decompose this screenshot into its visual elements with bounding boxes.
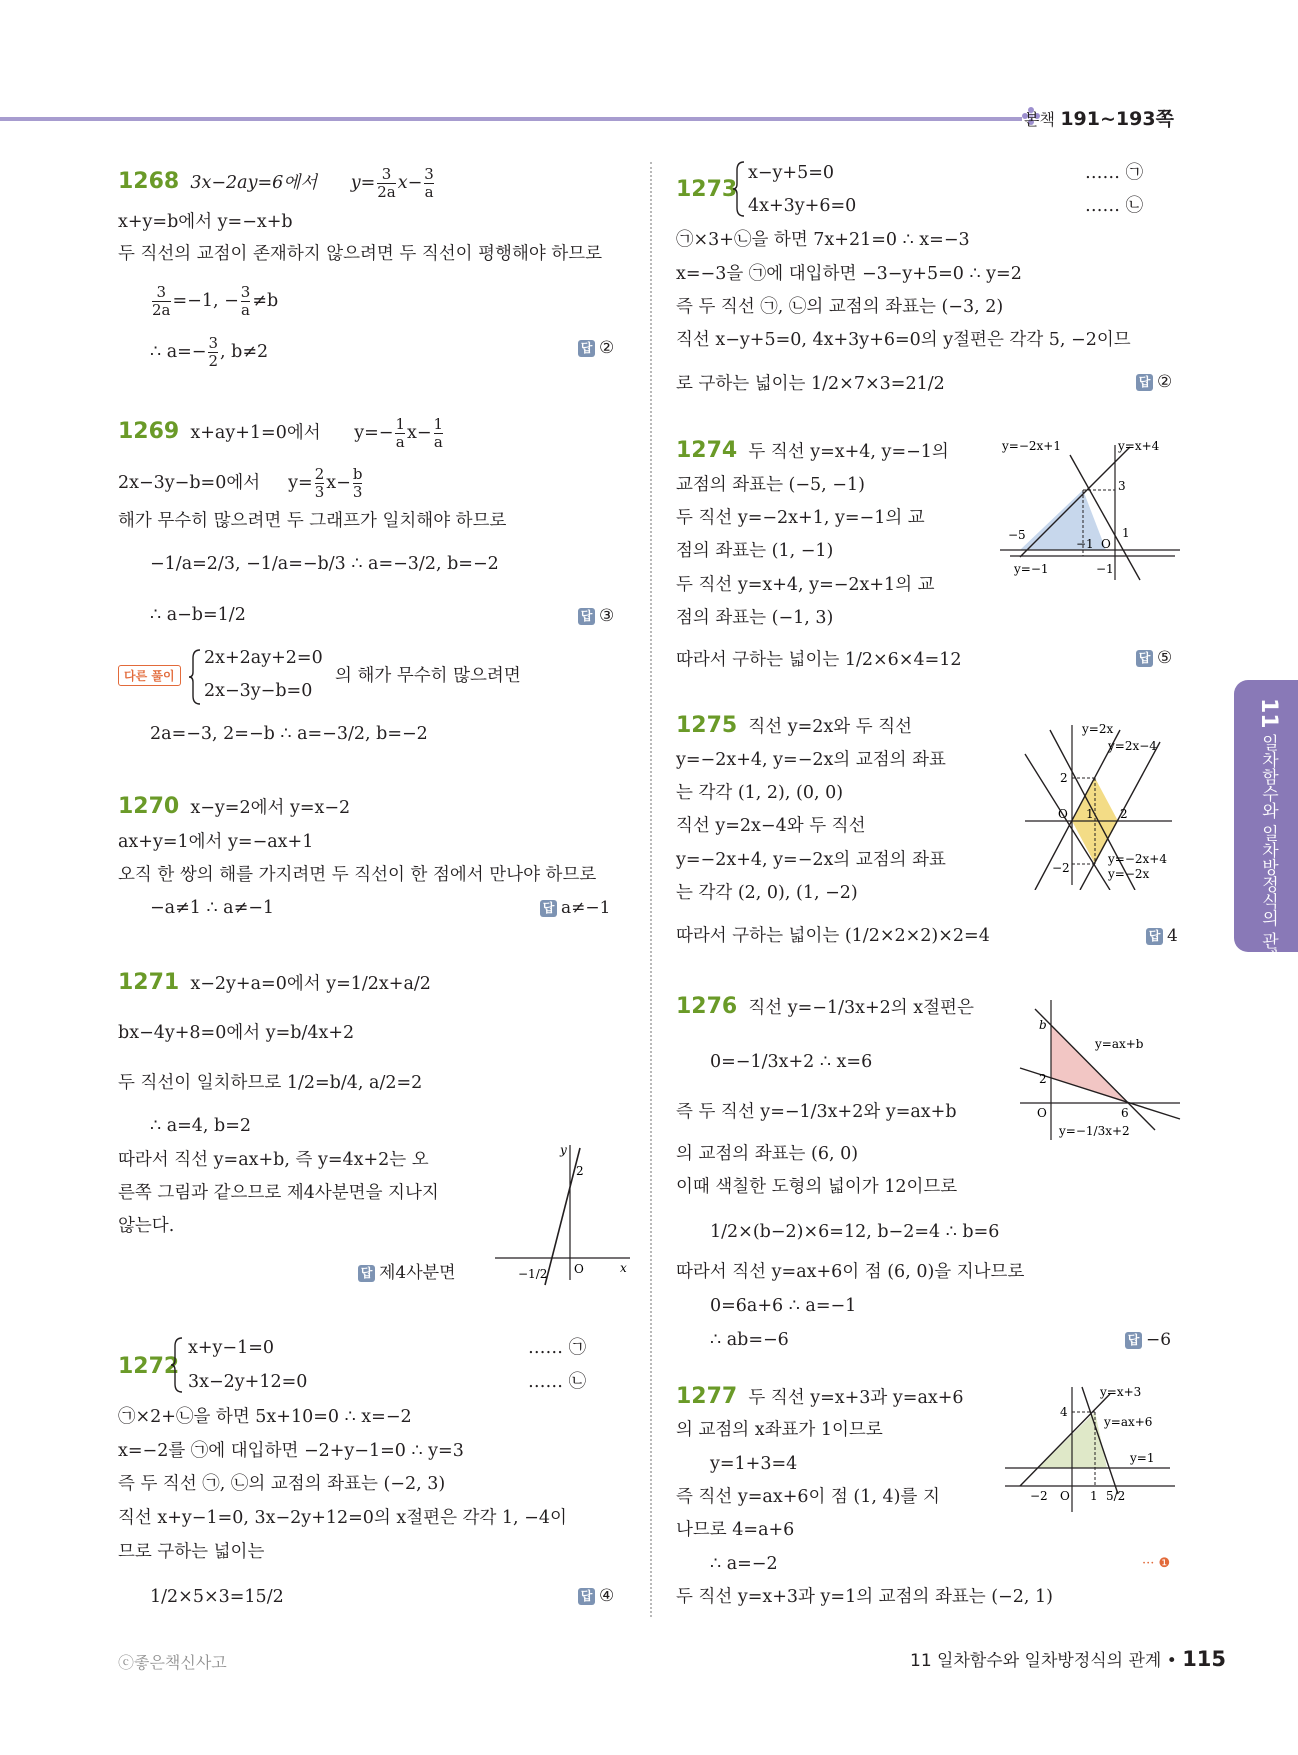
graph-1275-tick-neg2: −2 — [1052, 861, 1070, 875]
problem-1273-eq2: 4x+3y+6=0 — [748, 196, 857, 216]
graph-1276-label-line: y=−1/3x+2 — [1059, 1124, 1130, 1138]
problem-1276-line7: 따라서 직선 y=ax+6이 점 (6, 0)을 지나므로 — [676, 1262, 1025, 1282]
problem-1269-line2: 2x−3y−b=0에서 y= $\frac{2}{3}$ x− $\frac{b}{3}$ — [118, 465, 363, 501]
problem-1268-line5: ∴ a=− $\frac{3}{2}$ , b≠2 — [150, 334, 269, 370]
problem-1269-line3: 해가 무수히 많으려면 두 그래프가 일치해야 하므로 — [118, 511, 507, 531]
publisher-credit: ⓒ좋은책신사고 — [118, 1653, 227, 1672]
problem-1277-line2: 의 교점의 x좌표가 1이므로 — [676, 1420, 883, 1440]
problem-1272-line6: 1/2×5×3=15/2 — [150, 1587, 284, 1607]
graph-1274-tick-neg1b: −1 — [1096, 562, 1114, 576]
graph-1277-tick-neg2: −2 — [1030, 1489, 1048, 1503]
column-divider — [650, 162, 652, 1617]
graph-1275-label-y-neg2x4: y=−2x+4 — [1108, 852, 1167, 866]
problem-1270-line4: −a≠1 ∴ a≠−1 — [150, 898, 275, 918]
header-bar — [0, 117, 1022, 121]
graph-1277-label-ax6: y=ax+6 — [1104, 1415, 1153, 1429]
graph-1274-tick-1: 1 — [1122, 526, 1130, 540]
graph-1274 — [1000, 435, 1185, 585]
problem-1274-line3: 두 직선 y=−2x+1, y=−1의 교 — [676, 508, 925, 528]
problem-1275-line3: 는 각각 (1, 2), (0, 0) — [676, 783, 844, 803]
graph-1271-x: x — [620, 1261, 627, 1275]
problem-1272-line2: x=−2를 ㉠에 대입하면 −2+y−1=0 ∴ y=3 — [118, 1441, 464, 1461]
graph-1277-tick-5-2: 5/2 — [1106, 1489, 1126, 1503]
graph-1275-label-y-2x-4: y=2x−4 — [1108, 739, 1157, 753]
problem-1276-line9: ∴ ab=−6 — [710, 1330, 789, 1350]
problem-1276-line5: 이때 색칠한 도형의 넓이가 12이므로 — [676, 1177, 958, 1197]
problem-1276-line4: 의 교점의 좌표는 (6, 0) — [676, 1144, 859, 1164]
problem-1277-line7: 두 직선 y=x+3과 y=1의 교점의 좌표는 (−2, 1) — [676, 1587, 1053, 1607]
problem-1272-eq2: 3x−2y+12=0 — [188, 1372, 308, 1392]
graph-1277-tick-4: 4 — [1060, 1405, 1068, 1419]
graph-1277 — [1000, 1382, 1180, 1522]
graph-1274-label-y-neg1: y=−1 — [1014, 562, 1049, 576]
problem-1268-line4: $\frac{3}{2a}$ =−1, − $\frac{3}{a}$ ≠b — [152, 283, 279, 319]
problem-1277-line5: 나므로 4=a+6 — [676, 1520, 795, 1540]
problem-1269-line5: ∴ a−b=1/2 — [150, 605, 246, 625]
graph-1274-label-y-neg2x: y=−2x+1 — [1002, 439, 1061, 453]
problem-1269-line4: −1/a=2/3, −1/a=−b/3 ∴ a=−3/2, b=−2 — [150, 554, 499, 574]
page-reference: 본책 191~193쪽 — [1024, 108, 1174, 130]
problem-1272-line3: 즉 두 직선 ㉠, ㉡의 교점의 좌표는 (−2, 3) — [118, 1474, 446, 1494]
graph-1274-origin: O — [1101, 537, 1111, 551]
problem-1273-line4: 직선 x−y+5=0, 4x+3y+6=0의 y절편은 각각 5, −2이므 — [676, 330, 1131, 350]
step-marker-1: ··· ❶ — [1142, 1556, 1171, 1571]
problem-1276-line6: 1/2×(b−2)×6=12, b−2=4 ∴ b=6 — [710, 1222, 1000, 1242]
brace-icon — [732, 160, 746, 218]
graph-1276 — [1015, 995, 1185, 1145]
graph-1276-label-ax-b: y=ax+b — [1095, 1037, 1144, 1051]
alt-text: 의 해가 무수히 많으려면 — [335, 666, 521, 686]
brace-icon — [170, 1336, 184, 1394]
answer-1274: 답 ⑤ — [1136, 648, 1172, 668]
problem-1269-line1: 1269 x+ay+1=0에서 y=− $\frac{1}{a}$ x− $\frac{1}{a}$ — [118, 415, 444, 451]
graph-1277-tick-1: 1 — [1090, 1489, 1098, 1503]
problem-1272-line4: 직선 x+y−1=0, 3x−2y+12=0의 x절편은 각각 1, −4이 — [118, 1508, 567, 1528]
problem-1270-line3: 오직 한 쌍의 해를 가지려면 두 직선이 한 점에서 만나야 하므로 — [118, 865, 597, 885]
problem-1275-line4: 직선 y=2x−4와 두 직선 — [676, 816, 866, 836]
alt-equation-1: 2x+2ay+2=0 — [204, 648, 323, 668]
problem-1276-line2: 0=−1/3x+2 ∴ x=6 — [710, 1052, 873, 1072]
problem-1275-line1: 1275 직선 y=2x와 두 직선 — [676, 713, 913, 738]
problem-1272-mark2: …… ㉡ — [528, 1372, 587, 1392]
answer-1269: 답 ③ — [578, 606, 614, 626]
problem-1274-line1: 1274 두 직선 y=x+4, y=−1의 — [676, 438, 949, 463]
problem-1273-mark2: …… ㉡ — [1085, 196, 1144, 216]
problem-1277-line3: y=1+3=4 — [710, 1454, 798, 1474]
graph-1277-label-x3: y=x+3 — [1100, 1385, 1142, 1399]
graph-1274-tick-neg5: −5 — [1008, 528, 1026, 542]
answer-1272: 답 ④ — [578, 1586, 614, 1606]
graph-1275-label-y-2x: y=2x — [1082, 722, 1114, 736]
problem-1271-line6: 른쪽 그림과 같으므로 제4사분면을 지나지 — [118, 1183, 439, 1203]
graph-1275-label-y-neg2x: y=−2x — [1108, 867, 1150, 881]
graph-1271-origin: O — [574, 1262, 584, 1276]
problem-1268-line1: 1268 3x−2ay=6에서 y= $\frac{3}{2a}$ x− $\frac{3}{a}$ — [118, 165, 434, 201]
problem-1275-line6: 는 각각 (2, 0), (1, −2) — [676, 883, 858, 903]
answer-1275: 답 4 — [1146, 926, 1178, 946]
problem-1276-line8: 0=6a+6 ∴ a=−1 — [710, 1296, 857, 1316]
graph-1271-label-2: 2 — [576, 1164, 584, 1178]
problem-1273-num: 1273 — [676, 177, 738, 202]
graph-1275-origin: O — [1058, 807, 1068, 821]
problem-1271-line7: 않는다. — [118, 1216, 175, 1236]
problem-1272-line5: 므로 구하는 넓이는 — [118, 1542, 265, 1562]
problem-1274-line2: 교점의 좌표는 (−5, −1) — [676, 475, 865, 495]
answer-1276: 답 −6 — [1125, 1330, 1171, 1350]
problem-1271-line5: 따라서 직선 y=ax+b, 즉 y=4x+2는 오 — [118, 1150, 429, 1170]
chapter-side-tab: 11 일차함수와 일차방정식의 관계 — [1234, 680, 1298, 952]
problem-1274-line4: 점의 좌표는 (1, −1) — [676, 541, 834, 561]
graph-1271-label-neg-half: −1/2 — [518, 1267, 548, 1281]
graph-1276-tick-2: 2 — [1039, 1072, 1047, 1086]
graph-1274-tick-3: 3 — [1118, 479, 1126, 493]
alt-equation-2: 2x−3y−b=0 — [204, 681, 313, 701]
problem-1272-mark1: …… ㉠ — [528, 1338, 587, 1358]
graph-1274-tick-neg1: −1 — [1076, 537, 1094, 551]
problem-1272-num: 1272 — [118, 1354, 180, 1379]
graph-1271-y: y — [560, 1143, 567, 1157]
problem-1276-line1: 1276 직선 y=−1/3x+2의 x절편은 — [676, 994, 974, 1019]
problem-1271-line3: 두 직선이 일치하므로 1/2=b/4, a/2=2 — [118, 1073, 423, 1093]
alt-line2: 2a=−3, 2=−b ∴ a=−3/2, b=−2 — [150, 724, 428, 744]
graph-1277-origin: O — [1060, 1489, 1070, 1503]
problem-1274-line5: 두 직선 y=x+4, y=−2x+1의 교 — [676, 575, 935, 595]
problem-1273-line2: x=−3을 ㉠에 대입하면 −3−y+5=0 ∴ y=2 — [676, 264, 1022, 284]
graph-1275-tick-1: 1 — [1086, 807, 1094, 821]
graph-1271 — [490, 1140, 640, 1290]
problem-1268-line3: 두 직선의 교점이 존재하지 않으려면 두 직선이 평행해야 하므로 — [118, 244, 603, 264]
problem-1273-line3: 즉 두 직선 ㉠, ㉡의 교점의 좌표는 (−3, 2) — [676, 297, 1004, 317]
problem-1271-line2: bx−4y+8=0에서 y=b/4x+2 — [118, 1023, 355, 1043]
problem-1270-line1: 1270 x−y=2에서 y=x−2 — [118, 794, 351, 819]
problem-1274-line7: 따라서 구하는 넓이는 1/2×6×4=12 — [676, 650, 962, 670]
problem-1277-line1: 1277 두 직선 y=x+3과 y=ax+6 — [676, 1384, 964, 1409]
graph-1276-tick-6: 6 — [1121, 1106, 1129, 1120]
problem-1275-line7: 따라서 구하는 넓이는 (1/2×2×2)×2=4 — [676, 926, 990, 946]
answer-1270: 답 a≠−1 — [540, 898, 610, 918]
answer-1273: 답 ② — [1136, 372, 1172, 392]
problem-1275-line5: y=−2x+4, y=−2x의 교점의 좌표 — [676, 850, 946, 870]
answer-1271: 답 제4사분면 — [358, 1258, 456, 1283]
problem-1270-line2: ax+y=1에서 y=−ax+1 — [118, 832, 314, 852]
page-footer: 11 일차함수와 일차방정식의 관계 • 115 — [910, 1647, 1227, 1671]
problem-1275-line2: y=−2x+4, y=−2x의 교점의 좌표 — [676, 750, 946, 770]
graph-1275-tick-2x: 2 — [1120, 807, 1128, 821]
answer-1268: 답 ② — [578, 338, 614, 358]
problem-1274-line6: 점의 좌표는 (−1, 3) — [676, 608, 834, 628]
graph-1274-label-y-x4: y=x+4 — [1118, 439, 1160, 453]
problem-1271-line1: 1271 x−2y+a=0에서 y=1/2x+a/2 — [118, 970, 431, 995]
problem-1276-line3: 즉 두 직선 y=−1/3x+2와 y=ax+b — [676, 1102, 957, 1122]
graph-1276-tick-b: b — [1039, 1018, 1047, 1032]
graph-1276-origin: O — [1037, 1106, 1047, 1120]
graph-1275 — [1020, 720, 1180, 890]
problem-1273-eq1: x−y+5=0 — [748, 163, 835, 183]
brace-icon — [188, 648, 202, 706]
graph-1277-label-y1: y=1 — [1130, 1451, 1155, 1465]
graph-1275-tick-2y: 2 — [1060, 771, 1068, 785]
problem-1273-mark1: …… ㉠ — [1085, 163, 1144, 183]
problem-1268-line2: x+y=b에서 y=−x+b — [118, 212, 293, 232]
problem-1272-eq1: x+y−1=0 — [188, 1338, 275, 1358]
problem-1271-line4: ∴ a=4, b=2 — [150, 1116, 252, 1136]
problem-1277-line6: ∴ a=−2 — [710, 1554, 778, 1574]
alternate-solution-tag: 다른 풀이 — [118, 665, 181, 686]
problem-1273-line1: ㉠×3+㉡을 하면 7x+21=0 ∴ x=−3 — [676, 230, 970, 250]
problem-1273-line5: 로 구하는 넓이는 1/2×7×3=21/2 — [676, 374, 945, 394]
problem-1277-line4: 즉 직선 y=ax+6이 점 (1, 4)를 지 — [676, 1487, 940, 1507]
problem-1272-line1: ㉠×2+㉡을 하면 5x+10=0 ∴ x=−2 — [118, 1407, 412, 1427]
